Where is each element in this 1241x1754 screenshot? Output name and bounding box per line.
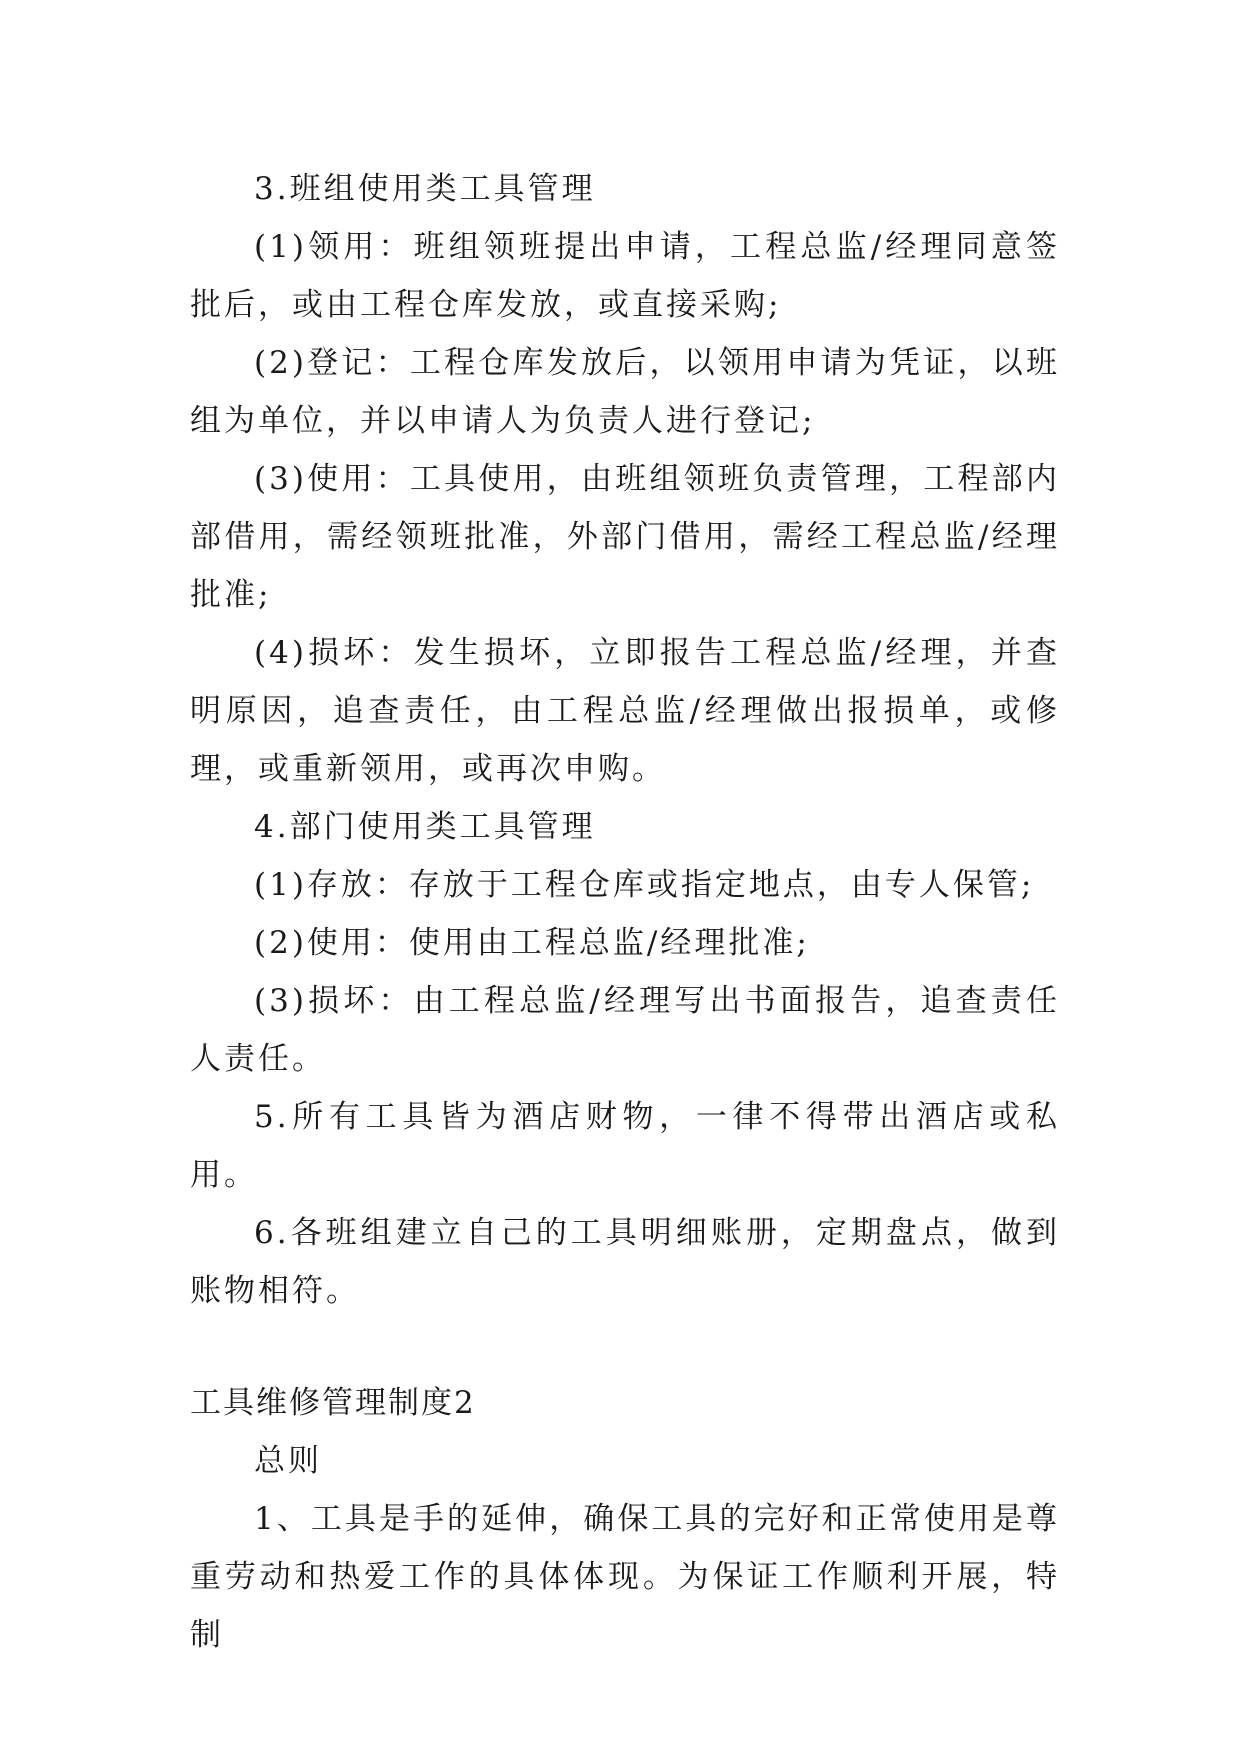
paragraph-team-damage: (4)损坏：发生损坏，立即报告工程总监/经理，并查明原因，追查责任，由工程总监/经理做出报损单，或修理，或重新领用，或再次申购。 bbox=[190, 635, 1060, 787]
paragraph-team-register: (2)登记：工程仓库发放后，以领用申请为凭证，以班组为单位，并以申请人为负责人进行登记; bbox=[190, 345, 1060, 439]
paragraph-team-use: (3)使用：工具使用，由班组领班负责管理，工程部内部借用，需经领班批准，外部门借用，需经工程总监/经理批准; bbox=[190, 461, 1060, 613]
paragraph-general-heading: 总则 bbox=[254, 1443, 322, 1479]
paragraph-dept-heading: 4.部门使用类工具管理 bbox=[254, 809, 596, 845]
paragraph-hotel-property: 5.所有工具皆为酒店财物，一律不得带出酒店或私用。 bbox=[190, 1099, 1060, 1193]
paragraph-dept-damage: (3)损坏：由工程总监/经理写出书面报告，追查责任人责任。 bbox=[190, 983, 1060, 1077]
document-body bbox=[190, 160, 1060, 1664]
paragraph-tool-team-heading: 3.班组使用类工具管理 bbox=[254, 171, 596, 207]
section-title: 工具维修管理制度2 bbox=[190, 1385, 476, 1421]
paragraph-dept-use: (2)使用：使用由工程总监/经理批准; bbox=[254, 925, 810, 961]
paragraph-ledger: 6.各班组建立自己的工具明细账册，定期盘点，做到账物相符。 bbox=[190, 1215, 1060, 1309]
paragraph-dept-storage: (1)存放：存放于工程仓库或指定地点，由专人保管; bbox=[254, 867, 1035, 903]
paragraph-team-collect: (1)领用：班组领班提出申请，工程总监/经理同意签批后，或由工程仓库发放，或直接采购; bbox=[190, 229, 1060, 323]
paragraph-general-1: 1、工具是手的延伸，确保工具的完好和正常使用是尊重劳动和热爱工作的具体体现。为保证工作顺利开展，特制 bbox=[190, 1501, 1060, 1653]
